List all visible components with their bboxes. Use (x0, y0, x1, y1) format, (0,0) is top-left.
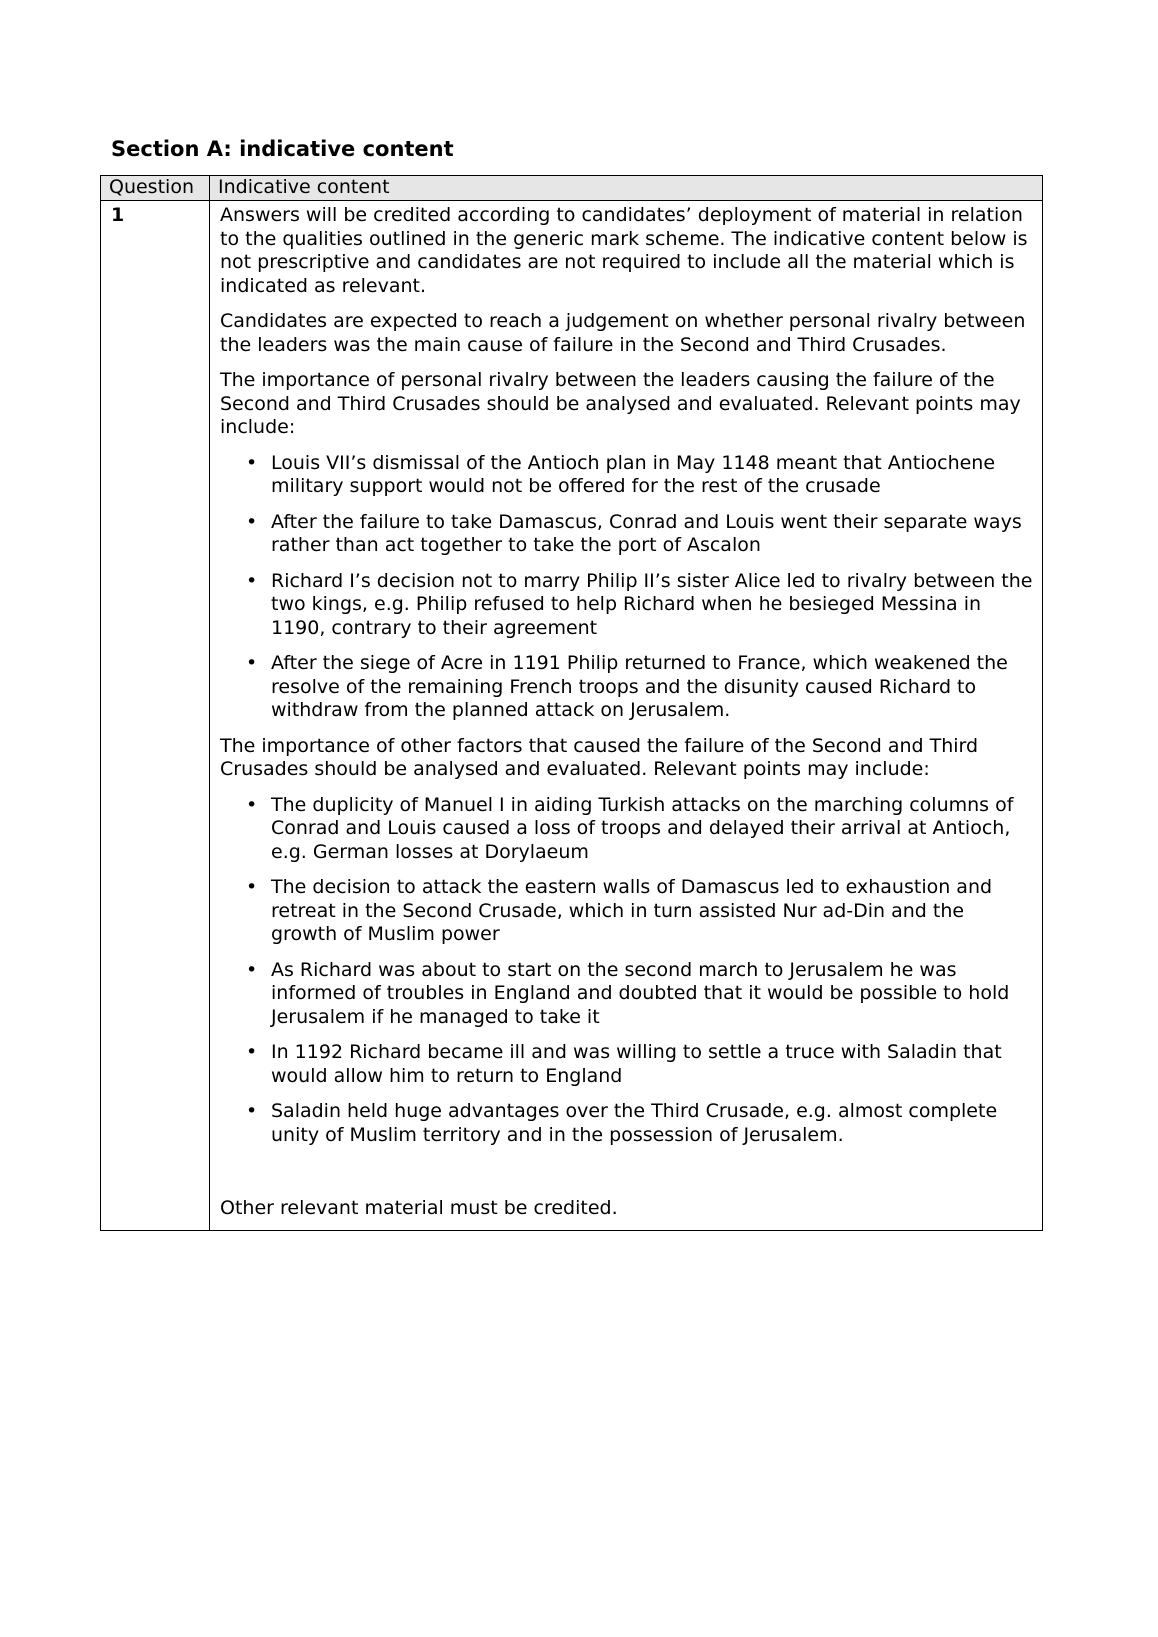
list-item-text: Richard I’s decision not to marry Philip II’s sister Alice led to rivalry between the two kings, e.g. Philip refused to help Richard when he besieged Messina in 1190, contrary to their agreement (271, 569, 1033, 639)
intro-paragraph: Answers will be credited according to candidates’ deployment of material in relation to the qualities outlined in the generic mark scheme. The indicative content below is not prescriptive and candidates are not required to include all the material which is indicated as relevant. (220, 204, 1028, 297)
bullet-icon: • (246, 958, 258, 981)
bullet-icon: • (246, 1100, 258, 1122)
bullet-icon: • (246, 876, 258, 898)
list-item-text: After the siege of Acre in 1191 Philip returned to France, which weakened the resolve of the remaining French troops and the disunity caused Richard to withdraw from the planned attack on Jerusalem. (271, 652, 1008, 721)
bullet-icon: • (246, 510, 258, 533)
rivalry-intro: The importance of personal rivalry between the leaders causing the failure of the Second and Third Crusades should be analysed and evaluated. Relevant points may include: (220, 369, 1021, 438)
list-item (246, 652, 1034, 723)
bullet-icon: • (246, 451, 258, 474)
header-question: Question (101, 176, 210, 201)
bullet-icon: • (246, 1041, 258, 1063)
bullet-icon: • (246, 569, 258, 592)
table-row (101, 201, 1043, 1231)
rivalry-points-list (220, 452, 1034, 723)
indicative-content-table (100, 175, 1043, 1231)
content-cell (210, 201, 1043, 1231)
list-item-text: The decision to attack the eastern walls of Damascus led to exhaustion and retreat in the Second Crusade, which in turn assisted Nur ad-Din and the growth of Muslim power (271, 876, 993, 945)
bullet-icon: • (246, 652, 258, 674)
list-item (246, 451, 1034, 499)
list-item (246, 958, 1034, 1030)
list-item (246, 569, 1034, 641)
bullet-icon: • (246, 793, 258, 816)
list-item (246, 793, 1034, 865)
list-item-text: As Richard was about to start on the second march to Jerusalem he was informed of troubles in England and doubted that it would be possible to hold Jerusalem if he managed to take it (271, 958, 1010, 1028)
list-item (246, 876, 1034, 947)
spacer (220, 1159, 1034, 1197)
judgement-paragraph: Candidates are expected to reach a judgement on whether personal rivalry between the leaders was the main cause of failure in the Second and Third Crusades. (220, 310, 1026, 356)
question-cell (101, 201, 210, 1231)
list-item-text: Louis VII’s dismissal of the Antioch plan in May 1148 meant that Antiochene military support would not be offered for the rest of the crusade (271, 451, 996, 497)
other-factors-intro: The importance of other factors that caused the failure of the Second and Third Crusades should be analysed and evaluated. Relevant points may include: (220, 734, 979, 780)
section-title: Section A: indicative content (111, 137, 454, 161)
table-header-row (101, 176, 1043, 201)
list-item-text: The duplicity of Manuel I in aiding Turkish attacks on the marching columns of Conrad and Louis caused a loss of troops and delayed their arrival at Antioch, e.g. German losses at Dorylaeum (271, 793, 1014, 863)
list-item (246, 1041, 1034, 1088)
list-item-text: In 1192 Richard became ill and was willing to settle a truce with Saladin that would allow him to return to England (271, 1041, 1002, 1087)
list-item-text: After the failure to take Damascus, Conrad and Louis went their separate ways rather than act together to take the port of Ascalon (271, 510, 1022, 556)
list-item (246, 1100, 1034, 1147)
other-factors-list (220, 794, 1034, 1148)
list-item (246, 510, 1034, 558)
list-item-text: Saladin held huge advantages over the Third Crusade, e.g. almost complete unity of Muslim territory and in the possession of Jerusalem. (271, 1100, 998, 1146)
header-indicative-content: Indicative content (210, 176, 1043, 201)
closing-note: Other relevant material must be credited. (220, 1197, 618, 1219)
question-number: 1 (111, 204, 125, 226)
